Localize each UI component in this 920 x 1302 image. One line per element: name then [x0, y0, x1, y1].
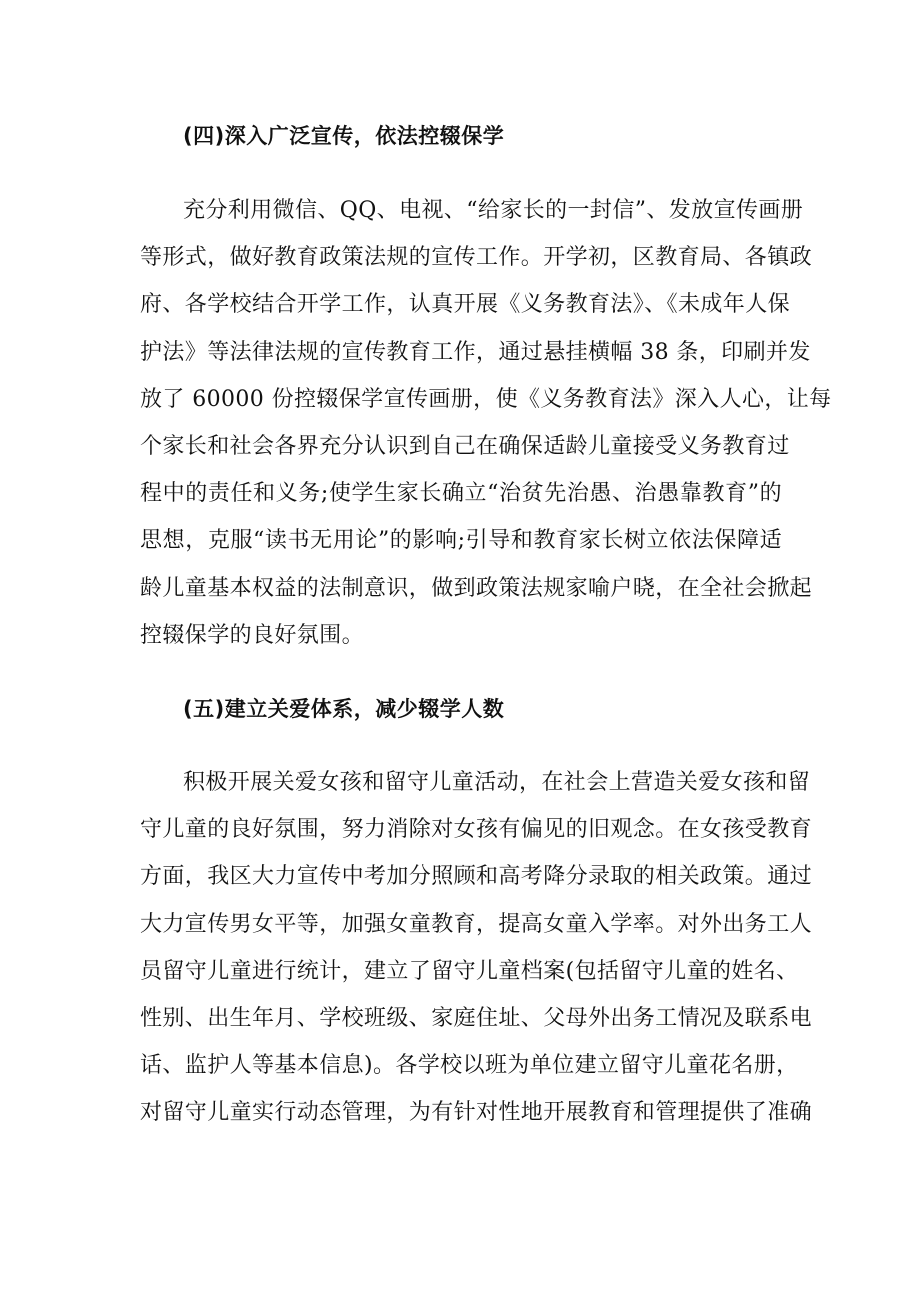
section-4-paragraph	[140, 187, 832, 659]
paragraph-line: 充分利用微信、QQ、电视、“给家长的一封信”、发放宣传画册	[183, 198, 804, 223]
paragraph-line: 积极开展关爱女孩和留守儿童活动，在社会上营造关爱女孩和留	[183, 770, 811, 795]
paragraph-line: 对留守儿童实行动态管理，为有针对性地开展教育和管理提供了准确	[140, 1100, 813, 1126]
paragraph-line: 性别、出生年月、学校班级、家庭住址、父母外出务工情况及联系电	[140, 1005, 813, 1031]
paragraph-line: 控辍保学的良好氛围。	[140, 622, 365, 648]
paragraph-line: 员留守儿童进行统计，建立了留守儿童档案(包括留守儿童的姓名、	[140, 958, 799, 984]
paragraph-line: 大力宣传男女平等，加强女童教育，提高女童入学率。对外出务工人	[140, 911, 813, 937]
paragraph-line: 个家长和社会各界充分认识到自己在确保适龄儿童接受义务教育过	[140, 433, 790, 459]
paragraph-line: 放了 60000 份控辍保学宣传画册，使《义务教育法》深入人心，让每	[140, 386, 832, 412]
paragraph-line: 思想，克服“读书无用论”的影响;引导和教育家长树立依法保障适	[140, 528, 782, 554]
section-5-paragraph	[140, 759, 813, 1137]
paragraph-line: 等形式，做好教育政策法规的宣传工作。开学初，区教育局、各镇政	[140, 245, 813, 271]
paragraph-line: 程中的责任和义务;使学生家长确立“治贫先治愚、治愚靠教育”的	[140, 481, 782, 507]
section-4-heading: (四)深入广泛宣传，依法控辍保学	[183, 124, 505, 148]
paragraph-line: 守儿童的良好氛围，努力消除对女孩有偏见的旧观念。在女孩受教育	[140, 817, 813, 843]
paragraph-line: 护法》等法律法规的宣传教育工作，通过悬挂横幅 38 条，印刷并发	[140, 339, 811, 365]
paragraph-line: 方面，我区大力宣传中考加分照顾和高考降分录取的相关政策。通过	[140, 864, 813, 890]
paragraph-line: 龄儿童基本权益的法制意识，做到政策法规家喻户晓，在全社会掀起	[140, 575, 813, 601]
section-5-heading: (五)建立关爱体系，减少辍学人数	[183, 697, 505, 721]
paragraph-line: 话、监护人等基本信息)。各学校以班为单位建立留守儿童花名册，	[140, 1053, 799, 1079]
paragraph-line: 府、各学校结合开学工作，认真开展《义务教育法》、《未成年人保	[140, 292, 791, 318]
